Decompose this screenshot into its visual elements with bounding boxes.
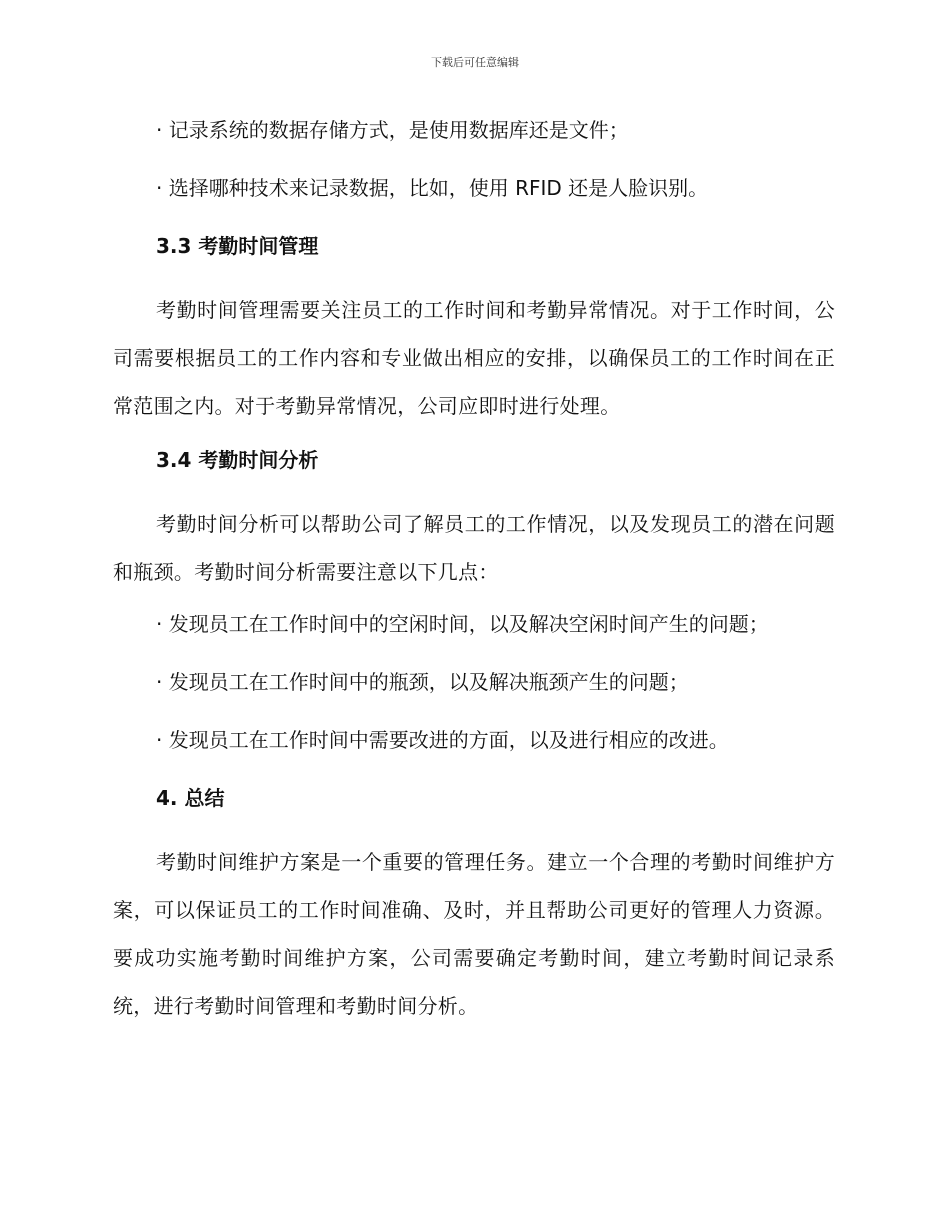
- paragraph-summary: 考勤时间维护方案是一个重要的管理任务。建立一个合理的考勤时间维护方案，可以保证员工的工作时间准确、及时，并且帮助公司更好的管理人力资源。要成功实施考勤时间维护方案，公司需要确定考勤时间，建立考勤时间记录系统，进行考勤时间管理和考勤时间分析。: [113, 850, 835, 1018]
- bullet-idle-time: · 发现员工在工作时间中的空闲时间，以及解决空闲时间产生的问题；: [156, 612, 769, 636]
- heading-attendance-time-management: 3.3 考勤时间管理: [156, 234, 319, 258]
- bullet-recording-technology: · 选择哪种技术来记录数据，比如，使用 RFID 还是人脸识别。: [156, 176, 709, 200]
- page-header-note: 下载后可任意编辑: [431, 56, 519, 69]
- bullet-bottleneck: · 发现员工在工作时间中的瓶颈，以及解决瓶颈产生的问题；: [156, 670, 689, 694]
- paragraph-attendance-time-management: 考勤时间管理需要关注员工的工作时间和考勤异常情况。对于工作时间，公司需要根据员工的工作内容和专业做出相应的安排，以确保员工的工作时间在正常范围之内。对于考勤异常情况，公司应即时进行处理。: [113, 298, 835, 418]
- paragraph-attendance-time-analysis: 考勤时间分析可以帮助公司了解员工的工作情况，以及发现员工的潜在问题和瓶颈。考勤时间分析需要注意以下几点：: [113, 512, 835, 584]
- heading-attendance-time-analysis: 3.4 考勤时间分析: [156, 448, 319, 472]
- heading-summary: 4. 总结: [156, 786, 225, 810]
- bullet-improvement: · 发现员工在工作时间中需要改进的方面，以及进行相应的改进。: [156, 728, 729, 752]
- bullet-storage-method: · 记录系统的数据存储方式，是使用数据库还是文件；: [156, 118, 629, 142]
- document-body: [113, 112, 835, 1042]
